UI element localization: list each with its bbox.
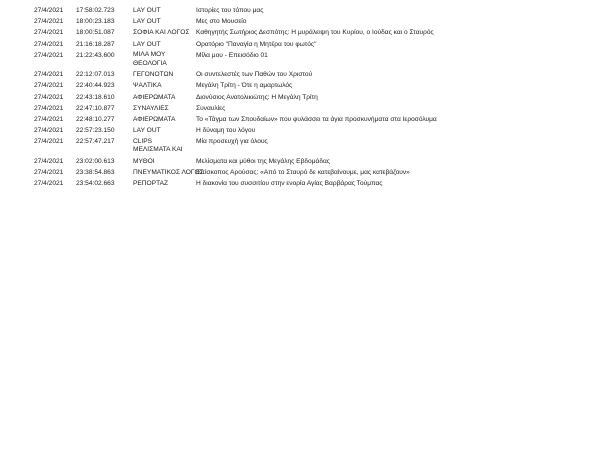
- row-title: Οι συντελεστές των Παθών του Χριστού: [196, 71, 313, 79]
- row-category-line: ΜΙΛΑ ΜΟΥ: [133, 51, 166, 59]
- row-category: [133, 27, 190, 38]
- row-category: [133, 16, 161, 27]
- row-time: 18:00:23.183: [76, 18, 115, 26]
- row-date: 27/4/2021: [34, 18, 64, 26]
- log-row: [0, 156, 600, 167]
- row-category: [133, 5, 161, 16]
- row-date: 27/4/2021: [34, 138, 64, 146]
- row-category-line: ΜΕΛΙΣΜΑΤΑ ΚΑΙ: [133, 146, 183, 154]
- row-category-line: ΨΑΛΤΙΚΑ: [133, 82, 162, 90]
- row-category: [133, 114, 175, 125]
- row-time: 22:43:18.610: [76, 93, 115, 101]
- row-category-line: CLIPS: [133, 137, 153, 145]
- row-category-line: ΑΦΙΕΡΩΜΑΤΑ: [133, 93, 176, 101]
- log-row: [0, 136, 600, 156]
- row-time: 22:57:23.150: [76, 127, 115, 135]
- row-category: [133, 51, 167, 68]
- row-time: 22:47:10.877: [76, 104, 115, 112]
- row-date: 27/4/2021: [34, 157, 64, 165]
- log-row: [0, 178, 600, 189]
- row-time: 23:54:02.663: [76, 180, 115, 188]
- row-category: [133, 103, 169, 114]
- row-date: 27/4/2021: [34, 127, 64, 135]
- log-row: [0, 167, 600, 178]
- row-title: Ορατόριο "Παναγία η Μητέρα του φωτός": [196, 40, 317, 48]
- log-row: [0, 5, 600, 16]
- log-row: [0, 114, 600, 125]
- row-title: Επίσκοπος Αρούσας: «Από το Σταυρό δε κατεβαίνουμε, μας κατεβάζουν»: [196, 169, 410, 177]
- log-row: [0, 50, 600, 70]
- row-date: 27/4/2021: [34, 169, 64, 177]
- row-title: Μεγάλη Τρίτη - Ότε η αμαρτωλός: [196, 82, 293, 90]
- row-date: 27/4/2021: [34, 180, 64, 188]
- row-time: 23:38:54.863: [76, 169, 115, 177]
- row-category-line: ΡΕΠΟΡΤΑΖ: [133, 180, 169, 188]
- row-category-line: LAY OUT: [133, 40, 161, 48]
- row-time: 22:40:44.923: [76, 82, 115, 90]
- row-category: [133, 69, 173, 80]
- row-category-line: ΘΕΟΛΟΓΙΑ: [133, 59, 167, 67]
- broadcast-log-table: [0, 5, 600, 189]
- row-title: Η δύναμη του λόγου: [196, 127, 256, 135]
- log-row: [0, 69, 600, 80]
- row-title: Μία προσευχή για όλους: [196, 138, 268, 146]
- log-row: [0, 92, 600, 103]
- log-row: [0, 16, 600, 27]
- row-time: 22:12:07.013: [76, 71, 115, 79]
- row-category: [133, 80, 161, 91]
- row-category: [133, 125, 161, 136]
- log-row: [0, 125, 600, 136]
- row-date: 27/4/2021: [34, 116, 64, 123]
- row-category: [133, 167, 204, 178]
- row-category-line: ΓΕΓΟΝΟΤΩΝ: [133, 71, 174, 79]
- log-row: [0, 39, 600, 50]
- row-date: 27/4/2021: [34, 29, 64, 37]
- row-date: 27/4/2021: [34, 51, 64, 59]
- row-title: Το «Τάγμα των Σπουδαίων» που φυλάσσει τα άγια προσκυνήματα στα Ιεροσόλυμα: [196, 116, 437, 123]
- row-title: Μίλα μου - Επεισόδιο 01: [196, 51, 268, 59]
- row-title: Καθηγητής Σωτήριος Δεσπότης: Η μυράλειψη του Κυρίου, ο Ιούδας και ο Σταυρός: [196, 29, 434, 37]
- row-date: 27/4/2021: [34, 40, 64, 48]
- row-time: 22:57:47.217: [76, 138, 115, 146]
- row-category: [133, 138, 183, 155]
- row-time: 21:22:43.600: [76, 51, 115, 59]
- row-category: [133, 156, 155, 167]
- row-category-line: ΠΝΕΥΜΑΤΙΚΟΣ ΛΟΓΟΣ: [133, 169, 204, 177]
- row-title: Διονύσιος Ανατολικιώτης: Η Μεγάλη Τρίτη: [196, 93, 318, 101]
- row-category: [133, 92, 175, 103]
- row-date: 27/4/2021: [34, 71, 64, 79]
- row-category-line: ΣΟΦΙΑ ΚΑΙ ΛΟΓΟΣ: [133, 29, 190, 37]
- row-time: 23:02:00.613: [76, 157, 115, 165]
- row-time: 22:48:10.277: [76, 116, 115, 123]
- row-title: Συναυλίες: [196, 104, 226, 112]
- log-row: [0, 80, 600, 91]
- row-time: 17:58:02.723: [76, 7, 115, 14]
- row-category-line: LAY OUT: [133, 18, 161, 26]
- row-category-line: ΑΦΙΕΡΩΜΑΤΑ: [133, 116, 176, 123]
- row-date: 27/4/2021: [34, 93, 64, 101]
- row-category-line: ΣΥΝΑΥΛΙΕΣ: [133, 104, 169, 112]
- row-title: Ιστορίες του τόπου μας: [196, 7, 264, 14]
- row-date: 27/4/2021: [34, 104, 64, 112]
- row-category-line: LAY OUT: [133, 7, 161, 14]
- row-date: 27/4/2021: [34, 7, 64, 14]
- row-title: Η διακονία του συσσιτίου στην ενορία Αγίας Βαρβάρας Τούμπας: [196, 180, 383, 188]
- row-category: [133, 178, 168, 189]
- log-row: [0, 27, 600, 38]
- row-category: [133, 39, 161, 50]
- row-category-line: LAY OUT: [133, 127, 161, 135]
- row-date: 27/4/2021: [34, 82, 64, 90]
- row-time: 18:00:51.087: [76, 29, 115, 37]
- row-time: 21:16:18.287: [76, 40, 115, 48]
- row-category-line: ΜΥΘΟΙ: [133, 157, 155, 165]
- row-title: Μες στο Μουσείο: [196, 18, 247, 26]
- row-title: Μελίσματα και μύθοι της Μεγάλης Εβδομάδας: [196, 157, 330, 165]
- log-row: [0, 103, 600, 114]
